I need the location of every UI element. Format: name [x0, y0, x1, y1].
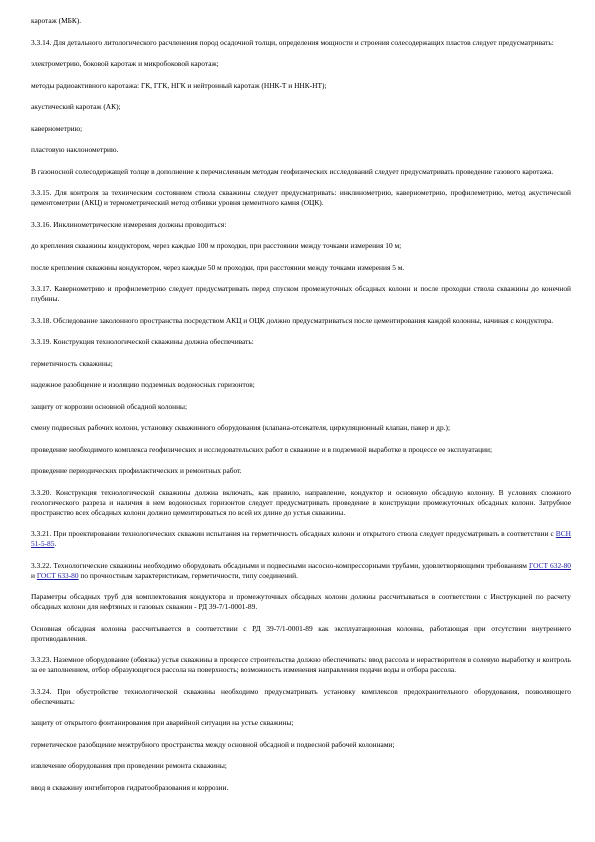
paragraph: 3.3.24. При обустройстве технологической скважины необходимо предусматривать установку комплексов предохранительного оборудования, позволяющего обеспечивать: [31, 686, 571, 706]
paragraph: В газоносной солесодержащей толще в дополнение к перечисленным методам геофизических исследований следует предусматривать проведение газового каротажа. [31, 166, 554, 176]
paragraph: защиту от коррозии основной обсадной колонны; [31, 401, 188, 411]
paragraph: 3.3.15. Для контроля за техническим состоянием ствола скважины следует предусматривать: инклинометрию, кавернометрию, профилеметрию, метод акустической цементометрии (АКЦ) и термометрический метод отбивки уровня цементного камня (ОЦК). [31, 188, 571, 207]
paragraph-text: 3.3.22. Технологические скважины необходимо оборудовать обсадными и подвесными насосно-компрессорными трубами, удовлетворяющими требованиям [31, 560, 530, 570]
paragraph: надежное разобщение и изоляцию подземных водоносных горизонтов; [31, 380, 255, 389]
standard-link-gost-633[interactable]: ГОСТ 633-80 [36, 570, 79, 580]
paragraph-text: и [31, 570, 37, 580]
paragraph: до крепления скважины кондуктором, через каждые 100 м проходки, при расстоянии между точками измерения 10 м; [31, 241, 402, 250]
document-page [31, 16, 571, 804]
paragraph: 3.3.19. Конструкция технологической скважины должна обеспечивать: [31, 337, 254, 346]
paragraph-text: по прочностным характеристикам, герметичности, типу соединений. [78, 570, 298, 580]
standard-link-vsn[interactable]: ВСН 51-5-85 [31, 529, 571, 548]
paragraph: Основная обсадная колонна рассчитывается в соответствии с РД 39-7/1-0001-89 как эксплуатационная колонна, работающая при отсутствии внутреннего противодавления. [31, 623, 571, 643]
paragraph: кавернометрию; [31, 123, 83, 133]
paragraph: после крепления скважины кондуктором, через каждые 50 м проходки, при расстоянии между точками измерения 5 м. [31, 262, 405, 272]
standard-link-gost-632[interactable]: ГОСТ 632-80 [529, 560, 571, 570]
paragraph: проведение необходимого комплекса геофизических и исследовательских работ в скважине и в подземной выработке в процессе ее эксплуатации; [31, 444, 492, 454]
paragraph: защиту от открытого фонтанирования при аварийной ситуации на устье скважины; [31, 718, 294, 727]
paragraph: акустический каротаж (АК); [31, 102, 121, 111]
paragraph: 3.3.17. Кавернометрию и профилеметрию следует предусматривать перед спуском промежуточных обсадных колонн и после проходки ствола скважины до конечной глубины. [31, 284, 571, 303]
paragraph-with-reference [31, 529, 571, 549]
paragraph: 3.3.20. Конструкция технологической скважины должна включать, как правило, направление, кондуктор и основную обсадную колонну. В условиях сложного геологического разреза и наличия в нем водоносных горизонтов следует предусматривать проведение в конструкции промежуточных обсадных колонн. Затрубное пространство всех обсадных колонн должно цементироваться по всей их длине до устья скважины. [31, 487, 571, 517]
paragraph: Параметры обсадных труб для комплектования кондуктора и промежуточных обсадных колонн должны рассчитываться в соответствии с Инструкцией по расчету обсадных колонн для нефтяных и газовых скважин - РД 39-7/1-0001-89. [31, 592, 571, 611]
paragraph-text: 3.3.21. При проектировании технологических скважин испытания на герметичность обсадных колонн и открытого ствола следует предусматривать в соответствии с [31, 529, 556, 538]
paragraph: герметическое разобщение межтрубного пространства между основной обсадной и подвесной рабочей колоннами; [31, 739, 395, 749]
paragraph: электрометрию, боковой каротаж и микробоковой каротаж; [31, 59, 219, 68]
paragraph: каротаж (МБК). [31, 16, 82, 25]
paragraph: извлечение оборудования при проведении ремонта скважины; [31, 761, 227, 770]
paragraph: смену подвесных рабочих колонн, установку скважинного оборудования (клапана-отсекателя, циркуляционный клапан, пакер и др.); [31, 423, 451, 432]
paragraph: проведение периодических профилактических и ремонтных работ. [31, 466, 242, 475]
paragraph-text: . [54, 539, 57, 548]
paragraph-with-reference [31, 561, 571, 581]
paragraph: 3.3.18. Обследование заколонного пространства посредством АКЦ и ОЦК должно предусматриваться после цементирования каждой колонны, начиная с кондуктора. [31, 315, 554, 325]
paragraph: 3.3.14. Для детального литологического расчленения пород осадочной толщи, определения мощности и строения солесодержащих пластов следует предусматривать: [31, 37, 554, 47]
paragraph: ввод в скважину ингибиторов гидратообразования и коррозии. [31, 782, 229, 792]
paragraph: 3.3.23. Наземное оборудование (обвязка) устья скважины в процессе строительства должно обеспечивать: ввод рассола и нерастворителя в солевую выработку и контроль за ее заполнением, отбор образующегося рассола на поверхность; возможность изменения направления подачи воды и отбора рассола. [31, 655, 571, 674]
paragraph: герметичность скважины; [31, 358, 113, 368]
paragraph: методы радиоактивного каротажа: ГК, ГГК, НГК и нейтронный каротаж (ННК-Т и ННК-НТ); [31, 80, 327, 90]
paragraph: 3.3.16. Инклинометрические измерения должны проводиться: [31, 219, 227, 229]
paragraph: пластовую наклонометрию. [31, 145, 119, 154]
